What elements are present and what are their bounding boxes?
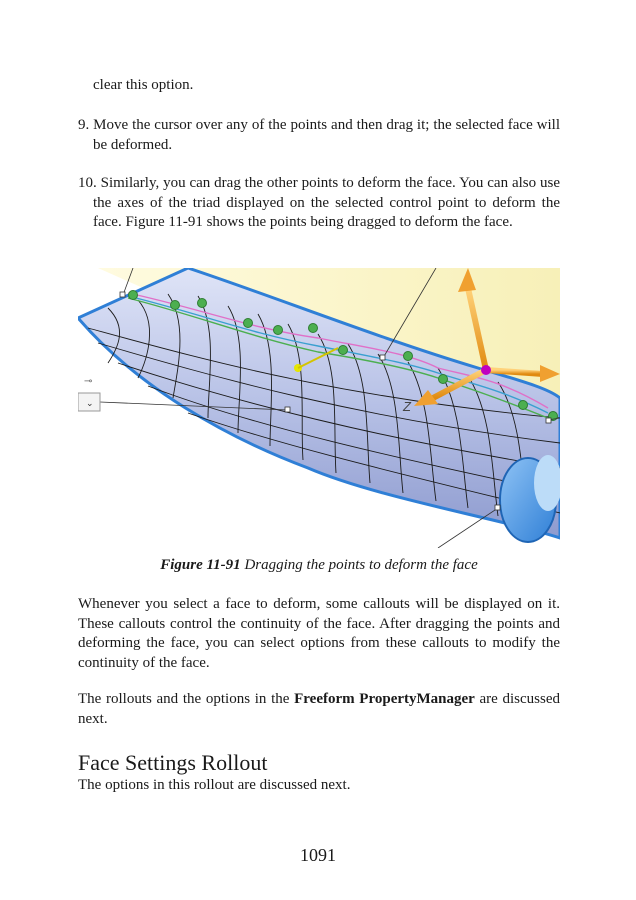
control-point[interactable]: [171, 301, 180, 310]
step-10: [78, 174, 560, 233]
body-paragraph-rollouts: [78, 690, 560, 729]
z-axis-label: Z: [403, 399, 411, 414]
rollouts-pre: The rollouts and the options in the: [78, 691, 295, 707]
control-point[interactable]: [198, 299, 207, 308]
body-paragraph-rollout-intro: The options in this rollout are discussed next.: [78, 777, 351, 793]
control-point[interactable]: [339, 346, 348, 355]
page-number: 1091: [300, 845, 336, 865]
control-point[interactable]: [274, 326, 283, 335]
step-9-text: 9. Move the cursor over any of the points and then drag it; the selected face will be deformed.: [78, 117, 560, 153]
control-point[interactable]: [309, 324, 318, 333]
step-10-text: 10. Similarly, you can drag the other points to deform the face. You can also use the axes of the triad displayed on the selected control point to deform the face. Figure 11-91 shows the points being dragged to deform the face.: [78, 175, 560, 230]
control-point[interactable]: [404, 352, 413, 361]
body-paragraph-callouts: Whenever you select a face to deform, some callouts will be displayed on it. These callouts control the continuity of the face. After dragging the points and deforming the face, you can select options from these callouts to modify the continuity of the face.: [78, 596, 560, 671]
figure-11-91: [78, 268, 560, 548]
property-manager-name: Freeform PropertyManager: [294, 691, 475, 707]
control-point[interactable]: [439, 375, 448, 384]
deformed-face-illustration: [78, 268, 560, 548]
figure-caption: [78, 557, 560, 574]
selected-control-point[interactable]: [481, 365, 491, 375]
step-9: [78, 116, 560, 155]
control-point[interactable]: [519, 401, 528, 410]
figure-caption-label: Figure 11-91: [160, 557, 241, 573]
continued-text: clear this option.: [93, 77, 194, 93]
rollouts-post: are discussed next.: [78, 691, 561, 727]
control-point[interactable]: [129, 291, 138, 300]
triad-x-axis[interactable]: [486, 370, 543, 374]
figure-caption-text: Dragging the points to deform the face: [240, 557, 478, 573]
section-heading: Face Settings Rollout: [78, 750, 268, 775]
pin-icon[interactable]: ⊸: [84, 376, 93, 387]
chevron-down-icon: ⌄: [86, 399, 94, 409]
control-point[interactable]: [244, 319, 253, 328]
